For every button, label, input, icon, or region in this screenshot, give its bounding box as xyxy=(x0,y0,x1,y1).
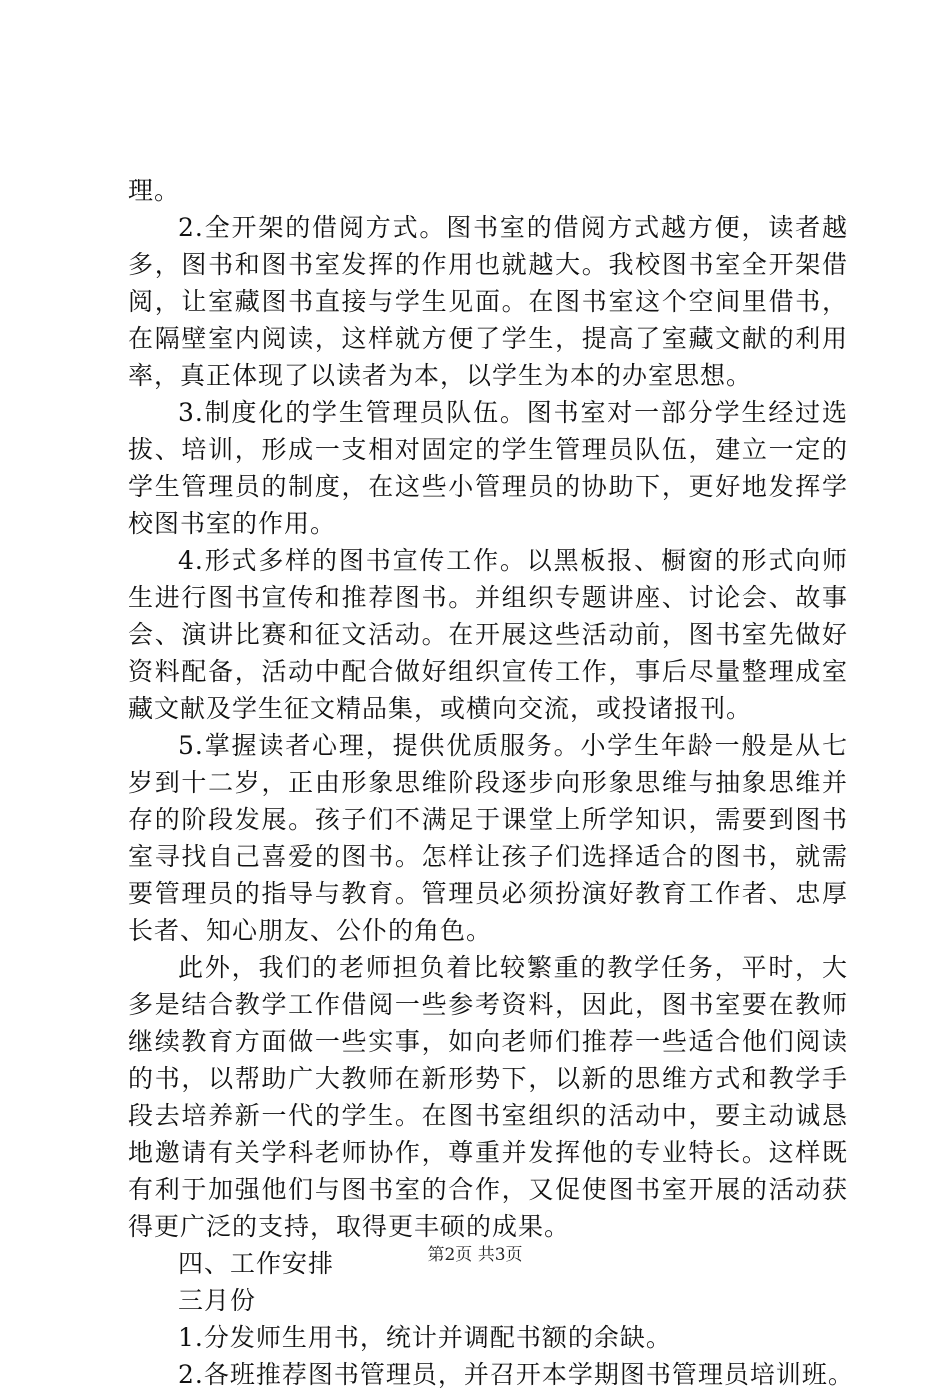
text-line: 生进行图书宣传和推荐图书。并组织专题讲座、讨论会、故事 xyxy=(128,583,848,612)
text-line: 2.全开架的借阅方式。图书室的借阅方式越方便，读者越 xyxy=(178,213,848,242)
text-line: 2.各班推荐图书管理员，并召开本学期图书管理员培训班。 xyxy=(178,1360,854,1389)
text-line: 地邀请有关学科老师协作，尊重并发挥他的专业特长。这样既 xyxy=(128,1138,848,1167)
text-line: 继续教育方面做一些实事，如向老师们推荐一些适合他们阅读 xyxy=(128,1027,848,1056)
text-line: 四、工作安排 xyxy=(178,1249,335,1278)
text-line: 多，图书和图书室发挥的作用也就越大。我校图书室全开架借 xyxy=(128,250,848,279)
text-line: 得更广泛的支持，取得更丰硕的成果。 xyxy=(128,1212,571,1241)
text-line: 藏文献及学生征文精品集，或横向交流，或投诸报刊。 xyxy=(128,694,753,723)
text-line: 学生管理员的制度，在这些小管理员的协助下，更好地发挥学 xyxy=(128,472,848,501)
text-line: 在隔壁室内阅读，这样就方便了学生，提高了室藏文献的利用 xyxy=(128,324,848,353)
text-line: 率，真正体现了以读者为本，以学生为本的办室思想。 xyxy=(128,361,753,390)
text-line: 会、演讲比赛和征文活动。在开展这些活动前，图书室先做好 xyxy=(128,620,848,649)
text-line: 多是结合教学工作借阅一些参考资料，因此，图书室要在教师 xyxy=(128,990,848,1019)
text-line: 段去培养新一代的学生。在图书室组织的活动中，要主动诚恳 xyxy=(128,1101,848,1130)
text-line: 有利于加强他们与图书室的合作，又促使图书室开展的活动获 xyxy=(128,1175,848,1204)
text-line: 资料配备，活动中配合做好组织宣传工作，事后尽量整理成室 xyxy=(128,657,848,686)
text-line: 的书，以帮助广大教师在新形势下，以新的思维方式和教学手 xyxy=(128,1064,848,1093)
text-line: 阅，让室藏图书直接与学生见面。在图书室这个空间里借书， xyxy=(128,287,848,316)
document-body xyxy=(128,172,854,1393)
text-line: 长者、知心朋友、公仆的角色。 xyxy=(128,916,493,945)
text-line: 4.形式多样的图书宣传工作。以黑板报、橱窗的形式向师 xyxy=(178,546,848,575)
text-line: 此外，我们的老师担负着比较繁重的教学任务，平时，大 xyxy=(178,953,848,982)
text-line: 拔、培训，形成一支相对固定的学生管理员队伍，建立一定的 xyxy=(128,435,848,464)
text-line: 理。 xyxy=(128,176,181,205)
text-line: 岁到十二岁，正由形象思维阶段逐步向形象思维与抽象思维并 xyxy=(128,768,848,797)
text-line: 存的阶段发展。孩子们不满足于课堂上所学知识，需要到图书 xyxy=(128,805,848,834)
text-line: 3.制度化的学生管理员队伍。图书室对一部分学生经过选 xyxy=(178,398,848,427)
text-line: 要管理员的指导与教育。管理员必须扮演好教育工作者、忠厚 xyxy=(128,879,848,908)
page-footer: 第2页 共3页 xyxy=(427,1245,523,1265)
text-line: 三月份 xyxy=(178,1286,257,1315)
text-line: 1.分发师生用书，统计并调配书额的余缺。 xyxy=(178,1323,672,1352)
text-line: 校图书室的作用。 xyxy=(128,509,337,538)
text-line: 室寻找自己喜爱的图书。怎样让孩子们选择适合的图书，就需 xyxy=(128,842,848,871)
text-line: 5.掌握读者心理，提供优质服务。小学生年龄一般是从七 xyxy=(178,731,848,760)
